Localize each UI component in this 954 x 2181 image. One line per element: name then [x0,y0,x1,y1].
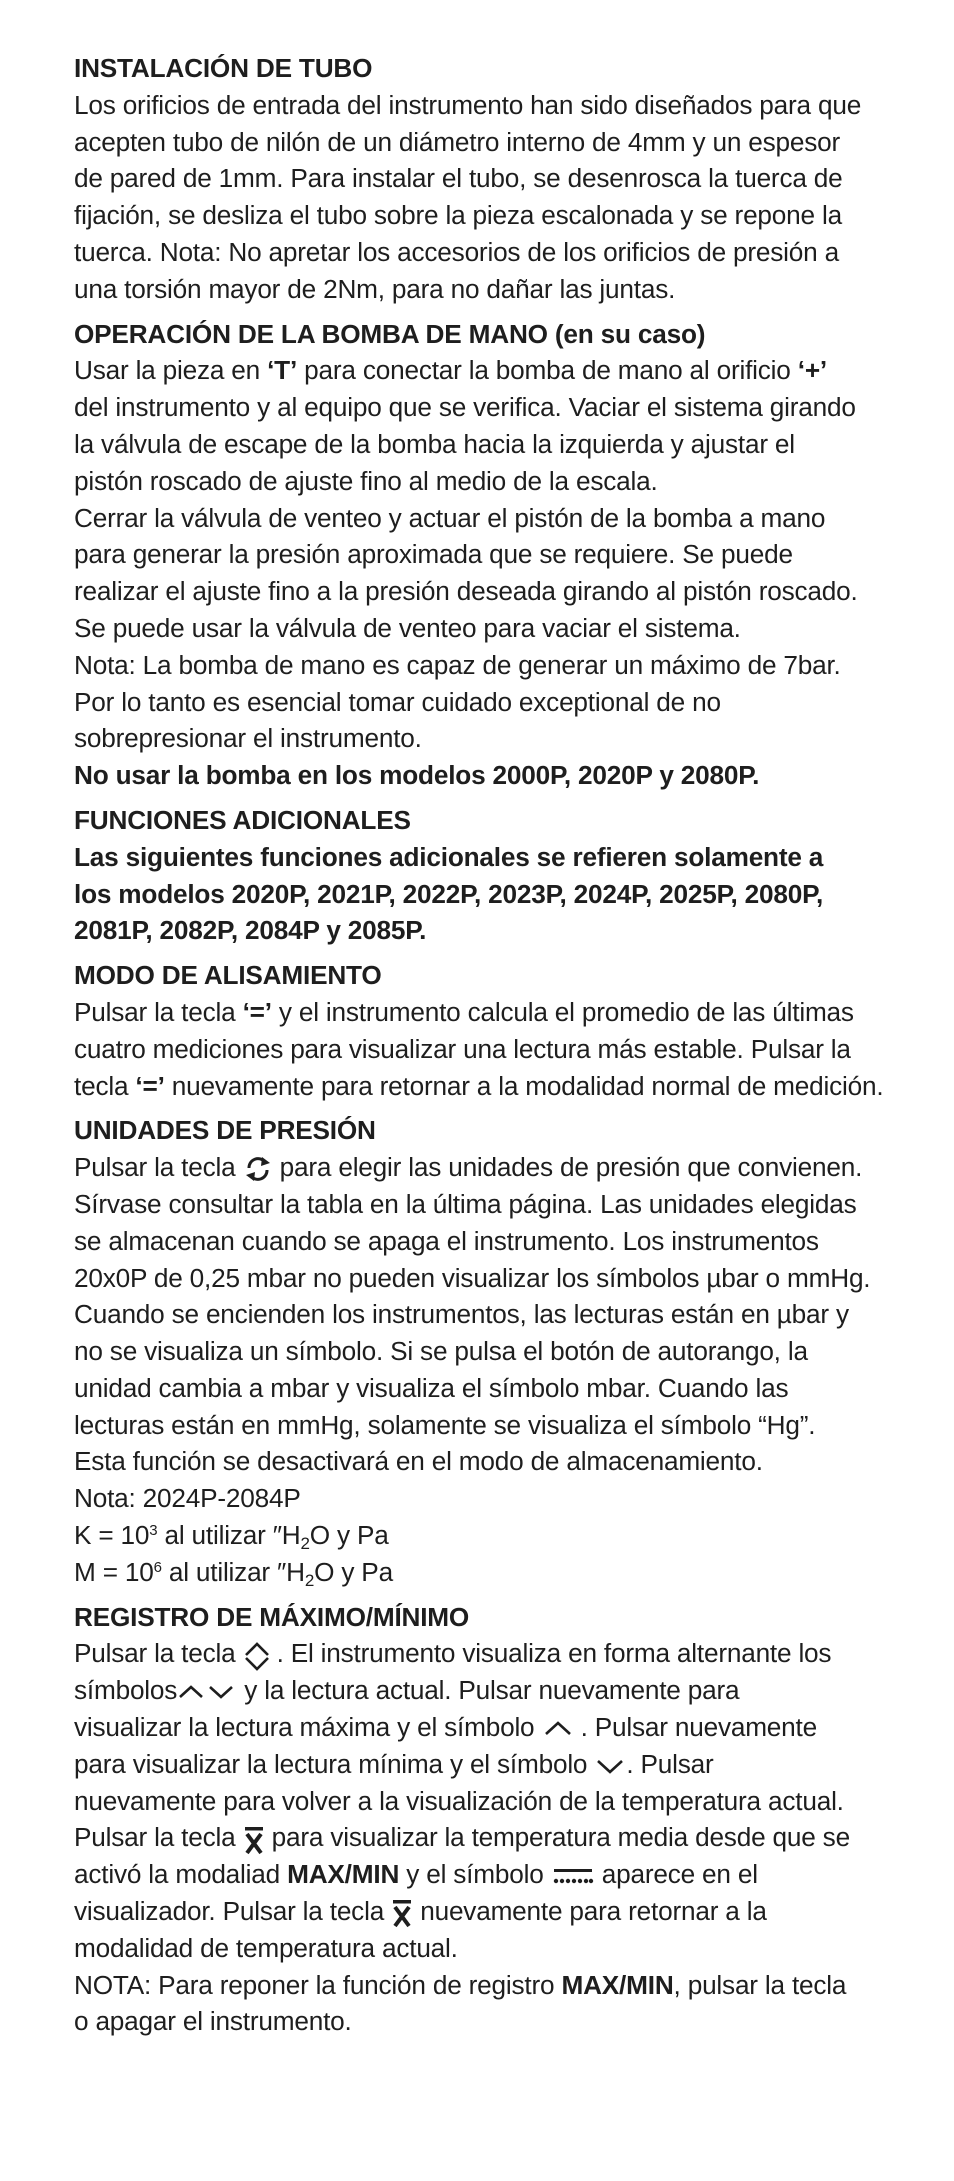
text-fragment: . Pulsar [626,1748,714,1779]
section-max-min-record [74,1599,914,2041]
text-line: acepten tubo de nilón de un diámetro interno de 4mm y un espesor [74,126,841,157]
section-title: FUNCIONES ADICIONALES [74,804,411,835]
text-line: cuatro mediciones para visualizar una lectura más estable. Pulsar la [74,1033,851,1064]
text-fragment: al utilizar ″H [161,1556,305,1587]
text-fragment: para elegir las unidades de presión que convienen. [272,1152,863,1183]
mean-key-icon [243,1825,265,1855]
text-line [74,1672,914,1709]
text-fragment: aparece en el [594,1859,758,1890]
text-fragment: tecla [74,1070,136,1101]
min-symbol-icon [207,1681,237,1703]
text-line: se almacenan cuando se apaga el instrumento. Los instrumentos [74,1225,819,1256]
text-line: Cerrar la válvula de venteo y actuar el pistón de la bomba a mano [74,502,826,533]
text-fragment: y el símbolo [399,1859,551,1890]
text-line: la válvula de escape de la bomba hacia la izquierda y ajustar el [74,428,795,459]
min-symbol-icon [594,1755,626,1777]
plus-port-label: ‘+’ [797,355,827,386]
section-title: REGISTRO DE MÁXIMO/MÍNIMO [74,1601,470,1632]
text-line: realizar el ajuste fino a la presión deseada girando al pistón roscado. [74,576,858,607]
text-line [74,1635,914,1672]
exponent: 3 [149,1522,158,1540]
text-line [74,1893,914,1930]
text-line [74,1856,914,1893]
section-hand-pump [74,316,914,794]
text-fragment: activó la modaliad [74,1859,288,1890]
section-title: INSTALACIÓN DE TUBO [74,53,373,83]
text-fragment: nuevamente para retornar a la modalidad normal de medición. [164,1070,884,1101]
text-fragment: O y Pa [314,1556,393,1587]
text-line [74,1819,914,1856]
section-additional-functions [74,802,914,949]
text-fragment: Pulsar la tecla [74,996,243,1027]
units-cycle-key-icon [243,1154,273,1184]
text-line: modalidad de temperatura actual. [74,1932,458,1963]
max-min-label: MAX/MIN [287,1859,400,1890]
text-line: Por lo tanto es esencial tomar cuidado exceptional de no [74,686,721,717]
text-line: Se puede usar la válvula de venteo para vaciar el sistema. [74,612,741,643]
text-line: lecturas están en mmHg, solamente se visualiza el símbolo “Hg”. [74,1409,816,1440]
text-line: sobrepresionar el instrumento. [74,723,422,754]
text-fragment: para visualizar la lectura mínima y el símbolo [74,1748,595,1779]
subscript: 2 [300,1534,310,1554]
text-line: unidad cambia a mbar y visualiza el símbolo mbar. Cuando las [74,1372,789,1403]
text-fragment: para conectar la bomba de mano al orificio [297,355,798,386]
exponent: 6 [153,1558,162,1576]
text-line: Sírvase consultar la tabla en la última página. Las unidades elegidas [74,1188,857,1219]
text-fragment: Pulsar la tecla [74,1822,243,1853]
text-line: o apagar el instrumento. [74,2006,352,2037]
text-line: fijación, se desliza el tubo sobre la pieza escalonada y se repone la [74,200,842,231]
text-line: 2081P, 2082P, 2084P y 2085P. [74,915,427,946]
text-line: no se visualiza un símbolo. Si se pulsa el botón de autorango, la [74,1336,808,1367]
text-line: Nota: La bomba de mano es capaz de generar un máximo de 7bar. [74,649,841,680]
text-fragment: . El instrumento visualiza en forma alternante los [276,1638,832,1669]
pump-warning: No usar la bomba en los modelos 2000P, 2020P y 2080P. [74,760,760,791]
text-fragment: Usar la pieza en [74,355,268,386]
text-line [74,1746,914,1783]
text-line: 20x0P de 0,25 mbar no pueden visualizar los símbolos µbar o mmHg. [74,1262,871,1293]
k-multiplier-line [74,1517,914,1554]
text-line: Las siguientes funciones adicionales se refieren solamente a [74,841,824,872]
text-fragment: y la lectura actual. Pulsar nuevamente para [237,1675,740,1706]
section-title: MODO DE ALISAMIENTO [74,960,382,991]
max-min-key-icon [243,1641,277,1671]
text-line: nuevamente para volver a la visualización de la temperatura actual. [74,1785,844,1816]
section-pressure-units [74,1112,914,1590]
text-line [74,1967,914,2004]
text-fragment: . Pulsar nuevamente [573,1712,817,1743]
text-fragment: visualizador. Pulsar la tecla [74,1896,392,1927]
text-line [74,1149,914,1186]
section-smoothing-mode [74,957,914,1104]
text-fragment: M = 10 [74,1556,154,1587]
text-line: tuerca. Nota: No apretar los accesorios de los orificios de presión a [74,236,839,267]
average-display-symbol-icon [551,1865,595,1887]
text-line: del instrumento y al equipo que se verifica. Vaciar el sistema girando [74,392,856,423]
text-fragment: símbolos [74,1675,178,1706]
section-tube-installation [74,50,914,308]
text-line: para generar la presión aproximada que se requiere. Se puede [74,539,793,570]
text-line: pistón roscado de ajuste fino al medio de la escala. [74,465,658,496]
text-line: de pared de 1mm. Para instalar el tubo, se desenrosca la tuerca de [74,163,843,194]
text-fragment: visualizar la lectura máxima y el símbolo [74,1712,542,1743]
m-multiplier-line [74,1554,914,1591]
text-line [74,352,914,389]
text-fragment: y el instrumento calcula el promedio de las últimas [271,996,854,1027]
text-fragment: K = 10 [74,1520,150,1551]
section-title: UNIDADES DE PRESIÓN [74,1115,376,1146]
text-line [74,994,914,1031]
equals-key-label: ‘=’ [242,996,272,1027]
text-fragment: Pulsar la tecla [74,1638,243,1669]
equals-key-label: ‘=’ [135,1070,165,1101]
text-fragment: al utilizar ″H [157,1520,301,1551]
text-fragment: nuevamente para retornar a la [413,1896,767,1927]
text-line [74,1709,914,1746]
mean-key-icon [391,1898,413,1928]
t-piece-label: ‘T’ [267,355,298,386]
text-line: los modelos 2020P, 2021P, 2022P, 2023P, 2024P, 2025P, 2080P, [74,878,824,909]
text-line [74,1068,914,1105]
text-fragment: O y Pa [309,1520,389,1551]
text-line: Cuando se encienden los instrumentos, las lecturas están en µbar y [74,1299,849,1330]
text-line: Los orificios de entrada del instrumento han sido diseñados para que [74,89,862,120]
section-title: OPERACIÓN DE LA BOMBA DE MANO (en su caso) [74,318,706,349]
text-fragment: , pulsar la tecla [673,1969,847,2000]
text-fragment: NOTA: Para reponer la función de registro [74,1969,562,2000]
max-symbol-icon [177,1681,207,1703]
text-line: Nota: 2024P-2084P [74,1483,301,1514]
text-fragment: para visualizar la temperatura media desde que se [264,1822,850,1853]
max-symbol-icon [542,1718,574,1740]
max-min-label: MAX/MIN [561,1969,674,2000]
text-line: una torsión mayor de 2Nm, para no dañar las juntas. [74,273,676,304]
subscript: 2 [304,1570,315,1590]
text-fragment: Pulsar la tecla [74,1152,243,1183]
text-line: Esta función se desactivará en el modo de almacenamiento. [74,1446,763,1477]
